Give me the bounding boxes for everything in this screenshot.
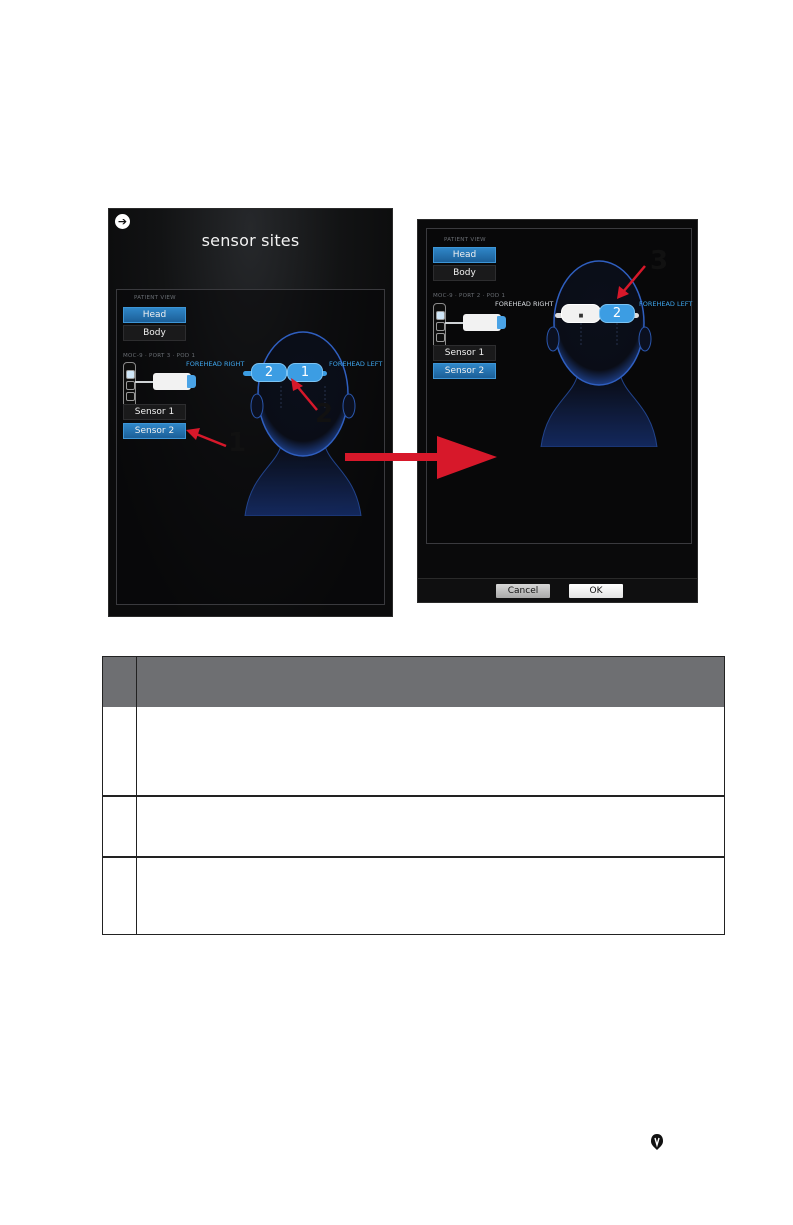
sensor-2-button[interactable]: Sensor 2 xyxy=(123,423,186,439)
forehead-right-label: FOREHEAD RIGHT xyxy=(495,300,554,308)
company-logo-icon xyxy=(651,1134,663,1150)
cancel-button[interactable]: Cancel xyxy=(496,584,550,598)
patient-view-label: PATIENT VIEW xyxy=(134,295,176,301)
callout-arrow-3 xyxy=(623,266,645,292)
device-port-label: MOC-9 · PORT 2 · POD 1 xyxy=(433,293,506,299)
back-arrow-icon[interactable]: ➔ xyxy=(115,214,130,229)
body-view-button[interactable]: Body xyxy=(123,325,186,341)
screen-title: sensor sites xyxy=(201,231,300,250)
patient-view-label: PATIENT VIEW xyxy=(444,237,486,243)
head-view-button[interactable]: Head xyxy=(433,247,496,263)
steps-table xyxy=(102,656,725,935)
callout-arrow-1 xyxy=(196,434,226,446)
callout-arrowhead-2 xyxy=(291,378,303,391)
ok-button[interactable]: OK xyxy=(569,584,623,598)
device-port-label: MOC-9 · PORT 3 · POD 1 xyxy=(123,353,196,359)
callout-number-3: 3 xyxy=(650,246,669,276)
head-view-button[interactable]: Head xyxy=(123,307,186,323)
transition-arrow-head xyxy=(437,436,497,479)
sensor-pad-left[interactable]: 2 xyxy=(599,304,635,323)
table-header-row xyxy=(103,657,724,707)
sensor-2-button[interactable]: Sensor 2 xyxy=(433,363,496,379)
forehead-left-label: FOREHEAD LEFT xyxy=(639,300,693,308)
callout-number-2: 2 xyxy=(315,399,334,429)
sensor-pad-right-unassigned[interactable]: ■ xyxy=(561,304,601,323)
sensor-1-button[interactable]: Sensor 1 xyxy=(433,345,496,361)
forehead-left-label: FOREHEAD LEFT xyxy=(329,360,383,368)
forehead-right-label: FOREHEAD RIGHT xyxy=(186,360,245,368)
sensor-pad-left[interactable]: 1 xyxy=(287,363,323,382)
table-row-divider xyxy=(103,856,724,858)
callout-arrowhead-1 xyxy=(186,428,200,440)
table-row-divider xyxy=(103,795,724,797)
callout-number-1: 1 xyxy=(228,428,247,458)
transition-arrow-shaft xyxy=(345,453,440,461)
body-view-button[interactable]: Body xyxy=(433,265,496,281)
sensor-pad-right[interactable]: 2 xyxy=(251,363,287,382)
callout-arrow-2 xyxy=(297,386,317,410)
sensor-1-button[interactable]: Sensor 1 xyxy=(123,404,186,420)
